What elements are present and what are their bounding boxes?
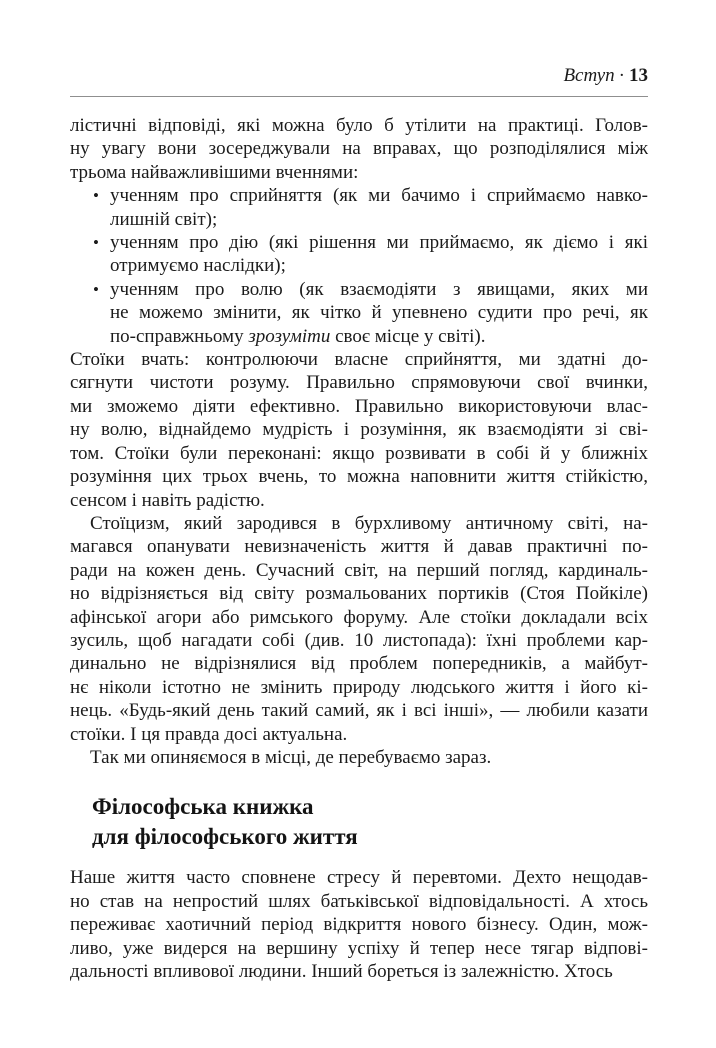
text-line: Стоїцизм, який зародився в бурхливому античному світі, на- (90, 512, 648, 534)
text-line: сенсом і навіть радістю. (70, 489, 265, 511)
text-line: динально не відрізнялися від проблем попередників, а майбут- (70, 653, 648, 675)
text-line: трьома найважливішими вченнями: (70, 161, 359, 183)
text-line: отримуємо наслідки); (110, 255, 286, 277)
text-line: по-справжньому зрозуміти своє місце у світі). (110, 325, 486, 347)
text-line: том. Стоїки були переконані: якщо розвивати в собі й у ближніх (70, 442, 648, 464)
text-line: лістичні відповіді, які можна було б утілити на практиці. Голов- (70, 115, 648, 136)
text-line: дальності впливової людини. Інший бореться із залежністю. Хтось (70, 961, 613, 982)
text-line: ну увагу вони зосереджували на вправах, що розподілялися між (70, 138, 648, 160)
text-line: переживає хаотичний період відкриття нового бізнесу. Один, мож- (70, 914, 648, 936)
text-line: магався опанувати невизначеність життя й давав практичні по- (70, 536, 648, 558)
text-line: Наше життя часто сповнене стресу й перевтоми. Дехто нещодав- (70, 867, 648, 889)
text-line: Стоїки вчать: контролюючи власне сприйняття, ми здатні до- (70, 349, 648, 371)
heading-line: Філософська книжка (92, 794, 314, 820)
list-item (93, 278, 648, 348)
text-line: зусиль, щоб нагадати собі (див. 10 листопада): їхні проблеми кар- (70, 629, 648, 651)
text-line: Так ми опиняємося в місці, де перебуваємо зараз. (90, 746, 492, 768)
text-line: ученням про дію (які рішення ми приймаємо, як діємо і які (110, 232, 648, 254)
bullet-icon: • (93, 279, 99, 299)
paragraph (70, 866, 648, 983)
text-line: нє ніколи істотно не змінить природу людського життя і його кі- (70, 676, 648, 698)
text-line: афінської агори або римського форуму. Але стоїки докладали всіх (70, 606, 648, 628)
text-line: розуміння цих трьох вчень, то можна наповнити життя стійкістю, (70, 466, 648, 488)
chapter-title: Вступ (563, 65, 615, 86)
text-line: ученням про волю (як взаємодіяти з явищами, яких ми (110, 278, 648, 300)
header-separator: · (618, 65, 625, 86)
text-line: лишній світ); (110, 208, 218, 230)
text-line: но став на непростий шлях батьківської відповідальності. А хтось (70, 890, 648, 912)
text-line: стоїки. І ця правда досі актуальна. (70, 723, 348, 745)
paragraph (70, 512, 648, 746)
text-line: не можемо змінити, як чітко й упевнено судити про речі, як (110, 302, 648, 324)
list-item (93, 231, 648, 278)
page-header (70, 64, 648, 97)
text-line: ну волю, віднайдемо мудрість і розуміння, як взаємодіяти зі сві- (70, 419, 648, 441)
text-line: ми зможемо діяти ефективно. Правильно використовуючи влас- (70, 395, 648, 417)
page-number: 13 (629, 65, 648, 86)
paragraph (70, 746, 648, 769)
heading-line: для філософського життя (92, 824, 358, 850)
text-line: нець. «Будь-який день такий самий, як і всі інші», — любили казати (70, 700, 648, 722)
text-line: но відрізняється від світу розмальованих портиків (Стоя Пойкіле) (70, 583, 648, 605)
section-heading (92, 792, 648, 852)
paragraph (70, 348, 648, 512)
text-line: ученням про сприйняття (як ми бачимо і сприймаємо навко- (110, 185, 648, 207)
bullet-icon: • (93, 186, 99, 206)
bullet-icon: • (93, 233, 99, 253)
bullet-list (70, 184, 648, 348)
text-line: сягнути чистоти розуму. Правильно спрямовуючи свої вчинки, (70, 372, 648, 394)
text-line: ради на кожен день. Сучасний світ, на перший погляд, кардиналь- (70, 559, 648, 581)
text-line: ливо, уже видерся на вершину успіху й тепер несе тягар відпові- (70, 937, 648, 959)
list-item (93, 184, 648, 231)
paragraph (70, 114, 648, 184)
page-body (70, 114, 648, 983)
